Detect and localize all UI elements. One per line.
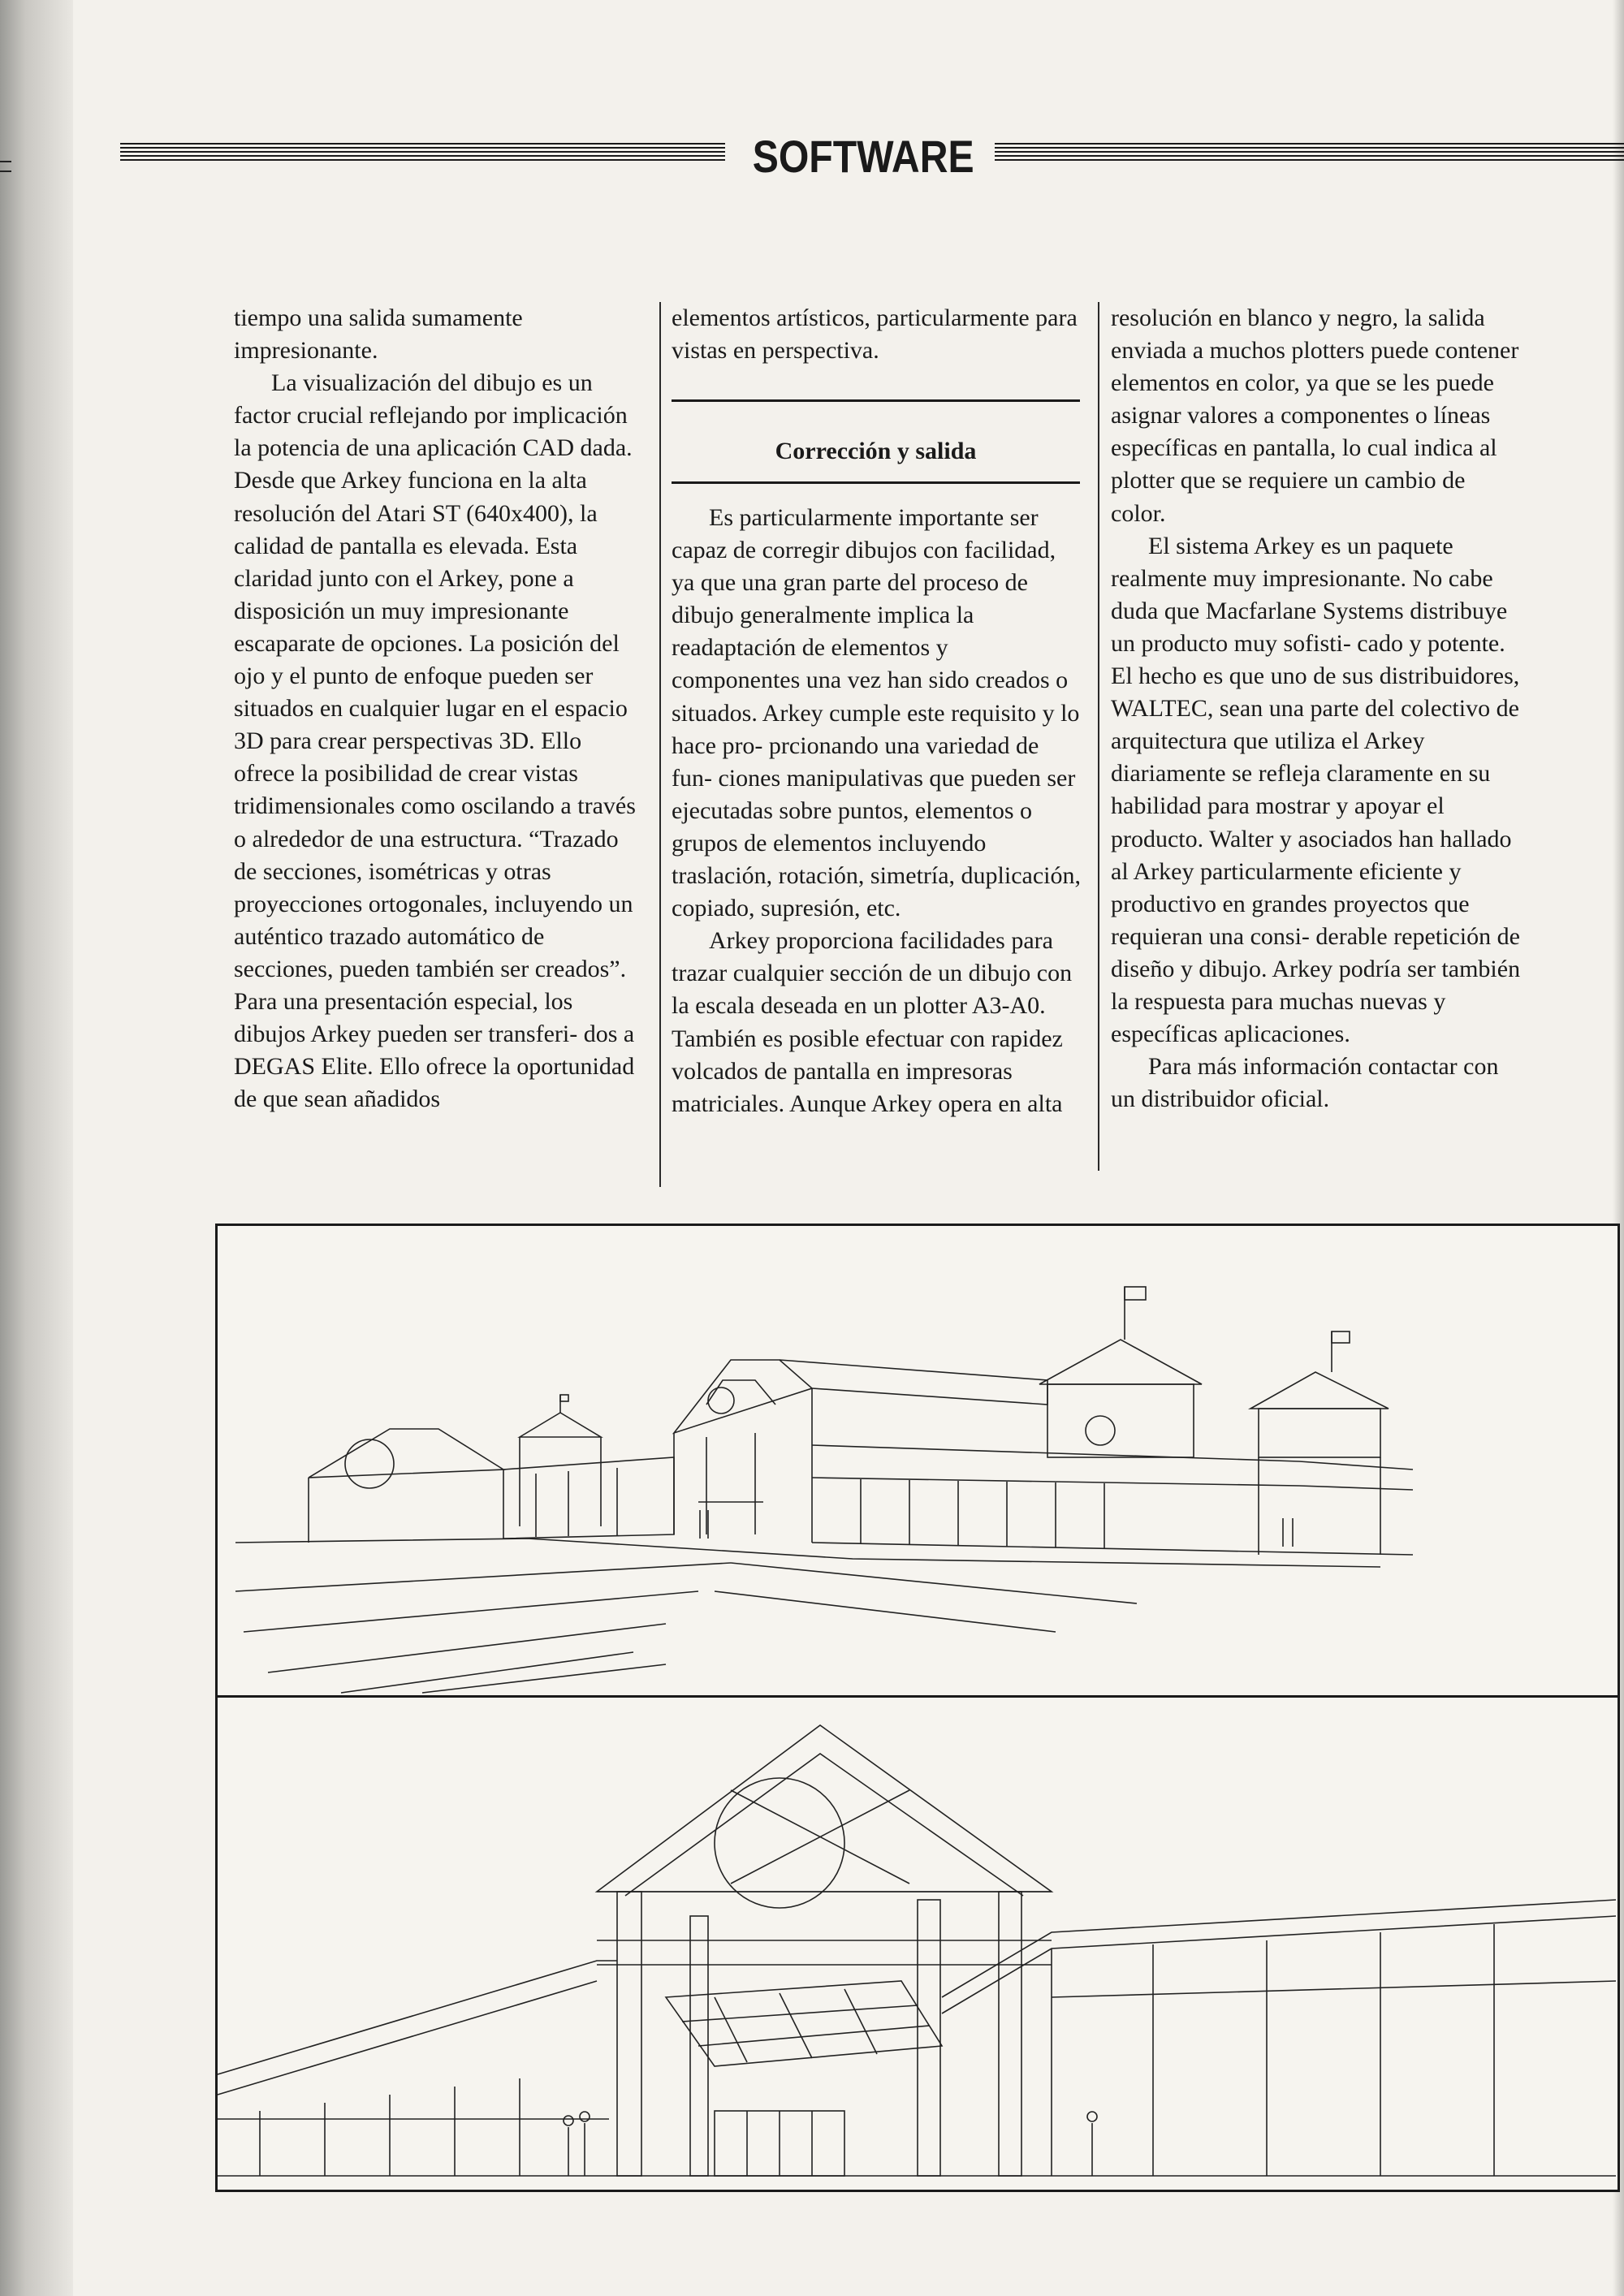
paragraph: Es particularmente importante ser capaz de corregir dibujos con facilidad, ya que una gran parte del proceso de dibujo generalmente implica la readaptación de elementos y componentes una vez han sido creados o situados. Arkey cumple este requisito y lo hace pro- prcionando una variedad de fun- ciones manipulativas que pueden ser ejecutadas sobre puntos, elementos o grupos de elementos incluyendo traslación, rotación, simetría, duplicación, copiado, supresión, etc. [672, 504, 1081, 922]
paragraph: La visualización del dibujo es un factor crucial reflejando por implicación la potencia de una aplicación CAD dada. Desde que Arkey funciona en la alta resolución del Atari ST (640x400), la calidad de pantalla es elevada. Esta claridad junto con el Arkey, pone a disposición un muy impresionante escaparate de opciones. La posición del ojo y el punto de enfoque pueden ser situados en cualquier lugar en el espacio 3D para crear perspectivas 3D. Ello ofrece la posibilidad de crear vistas tridimensionales como oscilando a través o alrededor de una estructura. “Trazado de secciones, isométricas y otras proyecciones ortogonales, incluyendo un auténtico trazado automático de secciones, pueden también ser creados”. Para una presentación especial, los dibujos Arkey pueden ser transferi- dos a DEGAS Elite. Ello ofrece la oportunidad de que sean añadidos [234, 369, 636, 1113]
subheading: Corrección y salida [775, 438, 977, 464]
paragraph: elementos artísticos, particularmente para vistas en perspectiva. [672, 304, 1078, 365]
paragraph: Arkey proporciona facilidades para trazar cualquier sección de un dibujo con la escala deseada en un plotter A3-A0. También es posible efectuar con rapidez volcados de pantalla en impresoras matriciales. Aunque Arkey opera en alta [672, 927, 1073, 1117]
paragraph: Para más información contactar con un distribuidor oficial. [1111, 1053, 1499, 1113]
upper-perspective-drawing [235, 1287, 1413, 1693]
lower-entrance-drawing [218, 1725, 1616, 2176]
paragraph: tiempo una salida sumamente impresionante. [234, 304, 523, 365]
paragraph: El sistema Arkey es un paquete realmente muy impresionante. No cabe duda que Macfarlane Systems distribuye un producto muy sofisti- cado y potente. El hecho es que uno de sus distribuidores, WALTEC, sean una parte del colectivo de arquitectura que utiliza el Arkey diariamente se refleja claramente en su habilidad para mostrar y apoyar el producto. Walter y asociados han hallado al Arkey particularmente eficiente y productivo en grandes proyectos que requieran una consi- derable repetición de diseño y dibujo. Arkey podría ser también la respuesta para muchas nuevas y específicas aplicaciones. [1111, 532, 1521, 1048]
paragraph: resolución en blanco y negro, la salida enviada a muchos plotters puede contener elementos en color, ya que se les puede asignar valores a componentes o líneas específicas en pantalla, lo cual indica al plotter que se requiere un cambio de color. [1111, 304, 1519, 527]
section-title: SOFTWARE [752, 131, 974, 182]
